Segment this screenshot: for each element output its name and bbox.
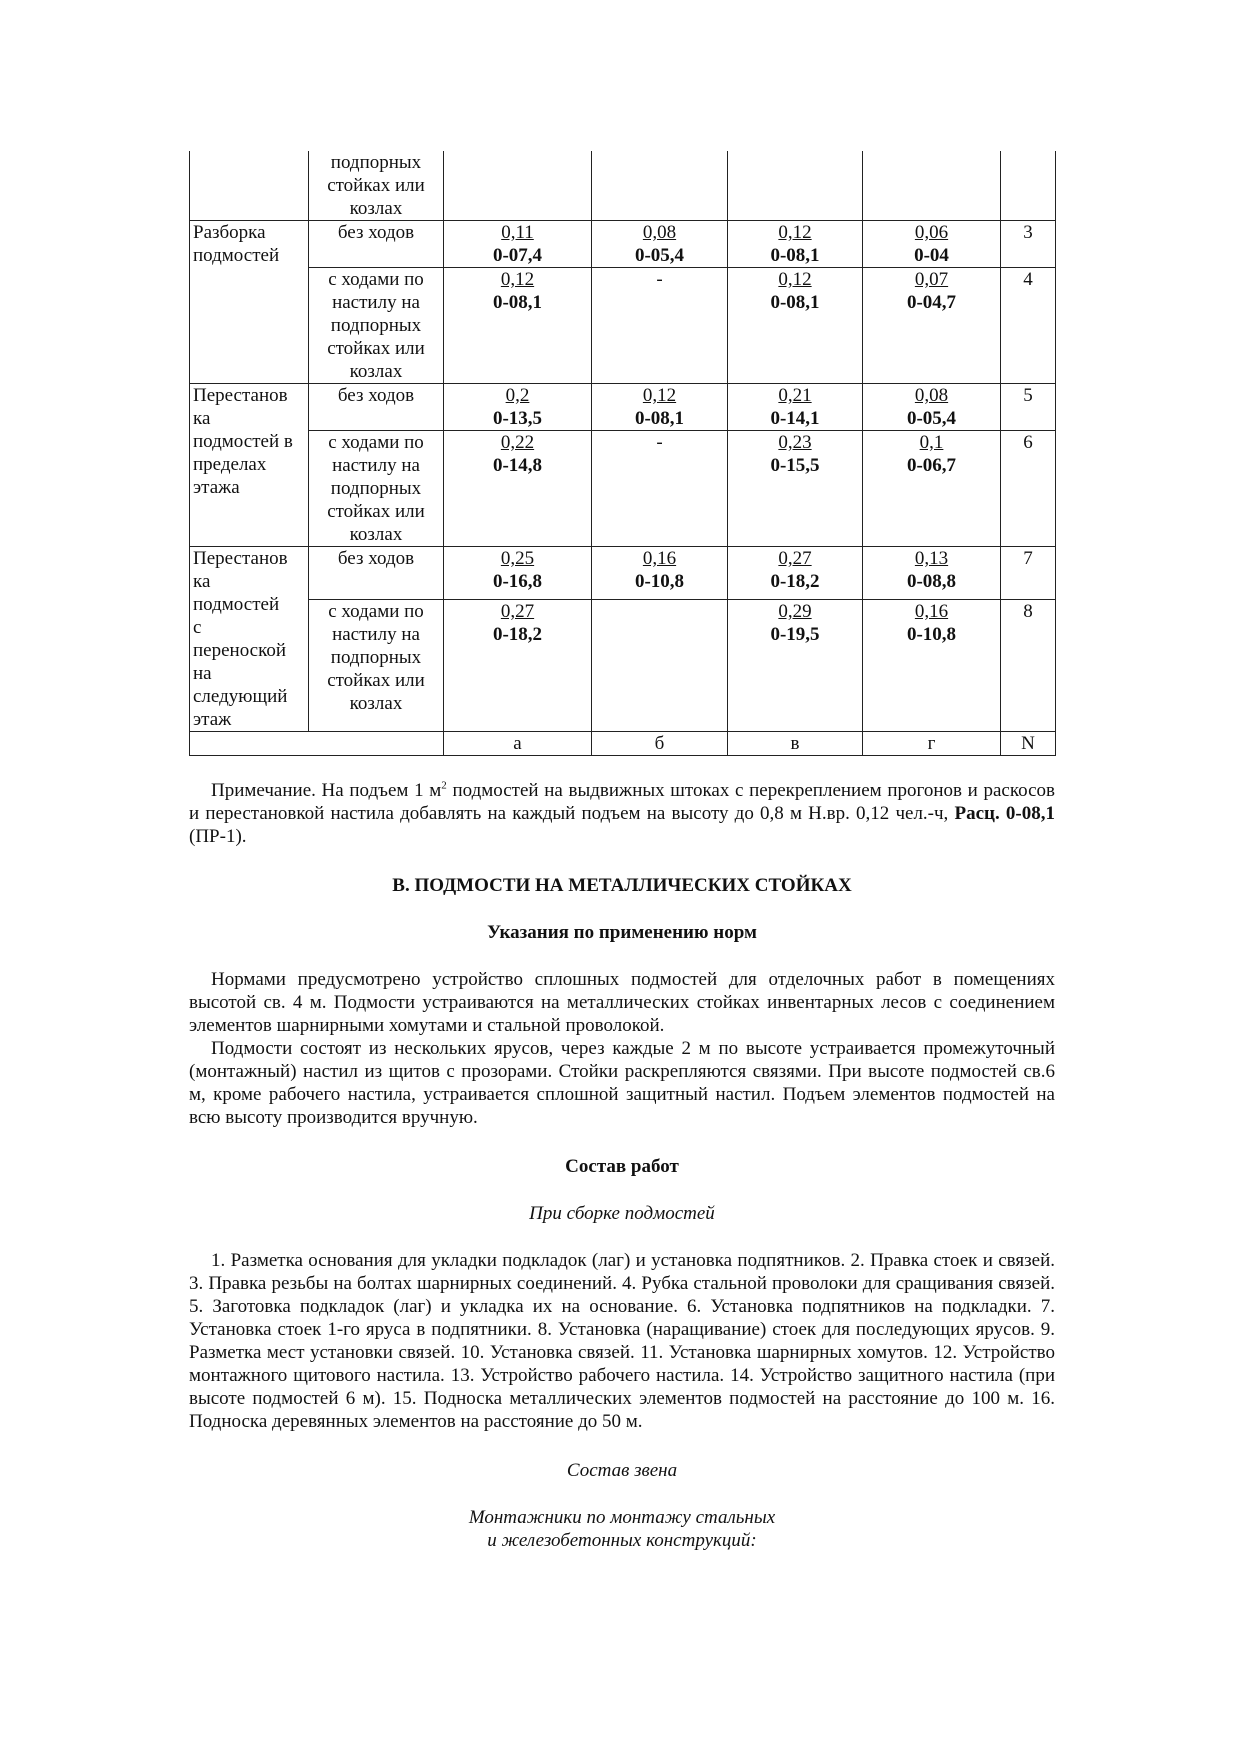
value-cell-a	[444, 384, 592, 431]
operation-line: ка	[193, 571, 211, 592]
norm-time	[866, 268, 997, 291]
norm-time	[447, 384, 588, 407]
norm-time-value: 0,08	[914, 385, 949, 406]
norm-time	[447, 547, 588, 570]
rate-value: 0-14,1	[770, 408, 820, 429]
table-row	[190, 151, 1056, 221]
value-cell-a	[444, 151, 592, 221]
condition-line: стойках или	[327, 501, 425, 522]
value-cell-v	[728, 384, 863, 431]
note-sup: 2	[441, 779, 447, 792]
rate-value: 0-04,7	[906, 292, 957, 313]
operation-line: пределах	[193, 454, 267, 475]
rate	[866, 407, 997, 430]
row-number: 5	[1001, 384, 1056, 431]
row-number: 7	[1001, 547, 1056, 600]
value-cell-v	[728, 547, 863, 600]
value-cell-v	[728, 431, 863, 547]
value-cell-a	[444, 600, 592, 732]
value-cell-b	[592, 384, 728, 431]
operation-line: Перестанов	[193, 548, 288, 569]
norm-time-value: 0,12	[642, 385, 677, 406]
footer-empty	[190, 732, 444, 756]
row-number	[1001, 151, 1056, 221]
section-title: В. ПОДМОСТИ НА МЕТАЛЛИЧЕСКИХ СТОЙКАХ	[392, 875, 852, 896]
norm-time-value: 0,21	[778, 385, 812, 406]
condition-cell	[309, 221, 444, 268]
table-row	[190, 384, 1056, 431]
note-text-3: (ПР-1).	[189, 826, 247, 847]
rate-value: 0-18,2	[492, 624, 543, 646]
rate	[866, 244, 997, 267]
note-text-1: Примечание. На подъем 1 м	[211, 780, 442, 801]
guide-block	[189, 968, 1055, 1129]
operation-line: на	[193, 663, 212, 684]
table-row	[190, 268, 1056, 384]
condition-line: с ходами по	[328, 432, 424, 453]
operation-line: с	[193, 617, 202, 638]
value-cell-a	[444, 431, 592, 547]
norms-table	[189, 151, 1056, 756]
value-cell-g	[863, 431, 1001, 547]
operation-cell	[190, 221, 309, 384]
norm-time	[595, 221, 724, 244]
note-bold: Расц. 0-08,1	[954, 803, 1055, 824]
rate	[447, 454, 588, 477]
row-number: 3	[1001, 221, 1056, 268]
norm-time-value: 0,16	[642, 548, 677, 569]
row-number: 6	[1001, 431, 1056, 547]
rate	[731, 244, 859, 267]
rate	[731, 623, 859, 646]
norm-time	[595, 547, 724, 570]
norm-time-value: 0,16	[914, 601, 949, 623]
value-cell-v	[728, 151, 863, 221]
value-cell-g	[863, 547, 1001, 600]
table-row	[190, 221, 1056, 268]
rate	[866, 454, 997, 477]
condition-line: с ходами по	[328, 269, 424, 290]
condition-line: стойках или	[327, 175, 425, 196]
norm-time-value: 0,13	[914, 548, 949, 569]
guide-paragraph-2: Подмости состоят из нескольких ярусов, через каждые 2 м по высоте устраивается промежуточный (монтажный) настил из щитов с прозорами. Стойки раскрепляются связями. При высоте подмостей св.6 м, кроме рабочего настила, устраивается сплошной защитный настил. Подъем элементов подмостей на всю высоту производится вручную.	[189, 1038, 1055, 1128]
norm-time-value: 0,22	[500, 432, 535, 453]
rate	[447, 407, 588, 430]
condition-cell	[309, 151, 444, 221]
row-number: 4	[1001, 268, 1056, 384]
norm-time	[447, 221, 588, 244]
condition-line: козлах	[349, 198, 403, 219]
value-cell-g	[863, 151, 1001, 221]
condition-line: настилу на	[332, 292, 420, 313]
norm-time	[731, 221, 859, 244]
footer-a: а	[444, 732, 592, 756]
condition-line: козлах	[349, 693, 403, 715]
value-cell-b	[592, 600, 728, 732]
rate	[731, 570, 859, 593]
footer-b: б	[592, 732, 728, 756]
norm-time	[595, 384, 724, 407]
condition-line: без ходов	[337, 222, 415, 243]
value-cell-g	[863, 600, 1001, 732]
rate-value: 0-08,1	[770, 292, 820, 313]
norm-time	[731, 384, 859, 407]
rate-value: 0-16,8	[492, 571, 543, 592]
value-cell-b	[592, 151, 728, 221]
norm-time-value: 0,1	[919, 432, 944, 453]
norm-time-value: 0,27	[500, 601, 535, 623]
condition-cell	[309, 547, 444, 600]
operation-line: Перестанов	[193, 385, 288, 406]
norm-time	[731, 600, 859, 623]
assembly-block	[189, 1249, 1055, 1433]
table-row	[190, 431, 1056, 547]
operation-cell	[190, 384, 309, 547]
rate	[866, 570, 997, 593]
rate-value: 0-07,4	[492, 245, 543, 266]
rate	[866, 623, 997, 646]
condition-line: с ходами по	[328, 601, 424, 623]
rate	[866, 291, 997, 314]
value-cell-b	[592, 547, 728, 600]
rate	[447, 291, 588, 314]
rate	[731, 454, 859, 477]
value-cell-b	[592, 431, 728, 547]
note-paragraph	[189, 779, 1055, 848]
rate	[731, 407, 859, 430]
condition-cell	[309, 600, 444, 732]
condition-line: стойках или	[327, 338, 425, 359]
norm-time	[866, 600, 997, 623]
value-cell-v	[728, 221, 863, 268]
norm-time	[447, 600, 588, 623]
norm-time	[731, 431, 859, 454]
guide-title: Указания по применению норм	[487, 922, 757, 943]
crew-line-1: Монтажники по монтажу стальных	[468, 1507, 776, 1528]
row-number: 8	[1001, 600, 1056, 732]
norm-time-value: 0,07	[914, 269, 949, 290]
value-cell-g	[863, 221, 1001, 268]
condition-line: подпорных	[330, 152, 422, 173]
rate-value: 0-08,1	[634, 408, 685, 429]
norm-time-value: 0,12	[500, 269, 535, 290]
norm-time-value: 0,25	[500, 548, 535, 569]
value-cell-v	[728, 268, 863, 384]
rate-value: 0-18,2	[770, 571, 820, 592]
operation-line: подмостей	[193, 245, 280, 266]
dash-value: -	[656, 432, 663, 453]
note-text-2: подмостей на выдвижных штоках с перекреплением прогонов и раскосов и перестановкой настила добавлять на каждый подъем на высоту до 0,8 м Н.вр. 0,12 чел.-ч,	[189, 780, 1055, 824]
guide-paragraph-1: Нормами предусмотрено устройство сплошных подмостей для отделочных работ в помещениях высотой св. 4 м. Подмости устраиваются на металлических стойках инвентарных лесов с соединением элементов шарнирными хомутами и стальной проволокой.	[189, 969, 1055, 1036]
rate-value: 0-14,8	[492, 455, 543, 476]
value-cell-v	[728, 600, 863, 732]
norm-time	[866, 547, 997, 570]
operation-cell	[190, 151, 309, 221]
table-footer-row	[190, 732, 1056, 756]
value-cell-a	[444, 221, 592, 268]
rate	[595, 407, 724, 430]
table-row	[190, 547, 1056, 600]
norm-time	[866, 431, 997, 454]
rate-value: 0-08,1	[492, 292, 543, 313]
operation-line: этажа	[193, 477, 240, 498]
rate	[447, 623, 588, 646]
condition-cell	[309, 431, 444, 547]
value-cell-a	[444, 547, 592, 600]
condition-line: настилу на	[332, 455, 420, 476]
condition-line: без ходов	[337, 385, 415, 406]
rate-value: 0-04	[914, 245, 949, 266]
condition-line: без ходов	[337, 548, 415, 569]
rate-value: 0-15,5	[770, 455, 820, 476]
dash-value: -	[656, 269, 663, 290]
rate	[731, 291, 859, 314]
norm-time	[447, 431, 588, 454]
document-page	[189, 151, 1055, 1552]
footer-g: г	[863, 732, 1001, 756]
operation-line: подмостей в	[193, 431, 293, 452]
rate	[595, 570, 724, 593]
value-cell-b	[592, 221, 728, 268]
norm-time-value: 0,2	[505, 385, 530, 406]
norm-time	[731, 547, 859, 570]
crew-title: Состав звена	[566, 1460, 678, 1481]
value-cell-b	[592, 268, 728, 384]
norm-time	[447, 268, 588, 291]
rate-value: 0-08,1	[770, 245, 820, 266]
rate-value: 0-10,8	[634, 571, 685, 592]
rate-value: 0-05,4	[906, 408, 957, 429]
assembly-title: При сборке подмостей	[529, 1203, 715, 1224]
norm-time-value: 0,29	[778, 601, 812, 623]
norm-time-value: 0,12	[778, 269, 812, 290]
operation-line: Разборка	[193, 222, 266, 243]
condition-line: подпорных	[330, 647, 422, 669]
norm-time-value: 0,06	[914, 222, 949, 243]
rate	[595, 244, 724, 267]
rate-value: 0-10,8	[906, 624, 957, 646]
crew-line-2: и железобетонных конструкций:	[487, 1530, 757, 1551]
condition-line: стойках или	[327, 670, 425, 692]
assembly-paragraph: 1. Разметка основания для укладки подкладок (лаг) и установка подпятников. 2. Правка стоек и связей. 3. Правка резьбы на болтах шарнирных соединений. 4. Рубка стальной проволоки для сращивания связей. 5. Заготовка подкладок (лаг) и укладка их на основание. 6. Установка подпятников на подкладки. 7. Установка стоек 1-го яруса в подпятники. 8. Установка (наращивание) стоек для последующих ярусов. 9. Разметка мест установки связей. 10. Установка связей. 11. Установка шарнирных хомутов. 12. Устройство монтажного щитового настила. 13. Устройство рабочего настила. 14. Устройство защитного настила (при высоте подмостей 6 м). 15. Подноска металлических элементов подмостей на расстояние до 100 м. 16. Подноска деревянных элементов на расстояние до 50 м.	[189, 1250, 1055, 1432]
operation-line: этаж	[193, 709, 232, 730]
work-title: Состав работ	[565, 1156, 679, 1177]
rate-value: 0-08,8	[906, 571, 957, 592]
rate-value: 0-19,5	[770, 624, 820, 646]
operation-line: следующий	[193, 686, 288, 707]
condition-line: подпорных	[330, 315, 422, 336]
operation-cell	[190, 547, 309, 732]
rate-value: 0-06,7	[906, 455, 957, 476]
value-cell-a	[444, 268, 592, 384]
operation-line: ка	[193, 408, 211, 429]
condition-cell	[309, 384, 444, 431]
operation-line: подмостей	[193, 594, 280, 615]
operation-line: переноской	[193, 640, 287, 661]
norm-time-value: 0,08	[642, 222, 677, 243]
table-row	[190, 600, 1056, 732]
value-cell-g	[863, 268, 1001, 384]
norm-time	[866, 384, 997, 407]
norm-time-value: 0,23	[778, 432, 812, 453]
norm-time	[866, 221, 997, 244]
condition-line: козлах	[349, 361, 403, 382]
rate	[447, 570, 588, 593]
norm-time-value: 0,27	[778, 548, 812, 569]
condition-line: подпорных	[330, 478, 422, 499]
norm-time-value: 0,11	[501, 222, 534, 243]
rate-value: 0-05,4	[634, 245, 685, 266]
rate-value: 0-13,5	[492, 408, 543, 429]
value-cell-g	[863, 384, 1001, 431]
condition-line: козлах	[349, 524, 403, 545]
footer-v: в	[728, 732, 863, 756]
footer-n: N	[1001, 732, 1056, 756]
condition-line: настилу на	[332, 624, 420, 646]
crew-lines	[189, 1506, 1055, 1552]
rate	[447, 244, 588, 267]
norm-time-value: 0,12	[778, 222, 812, 243]
norm-time	[731, 268, 859, 291]
condition-cell	[309, 268, 444, 384]
